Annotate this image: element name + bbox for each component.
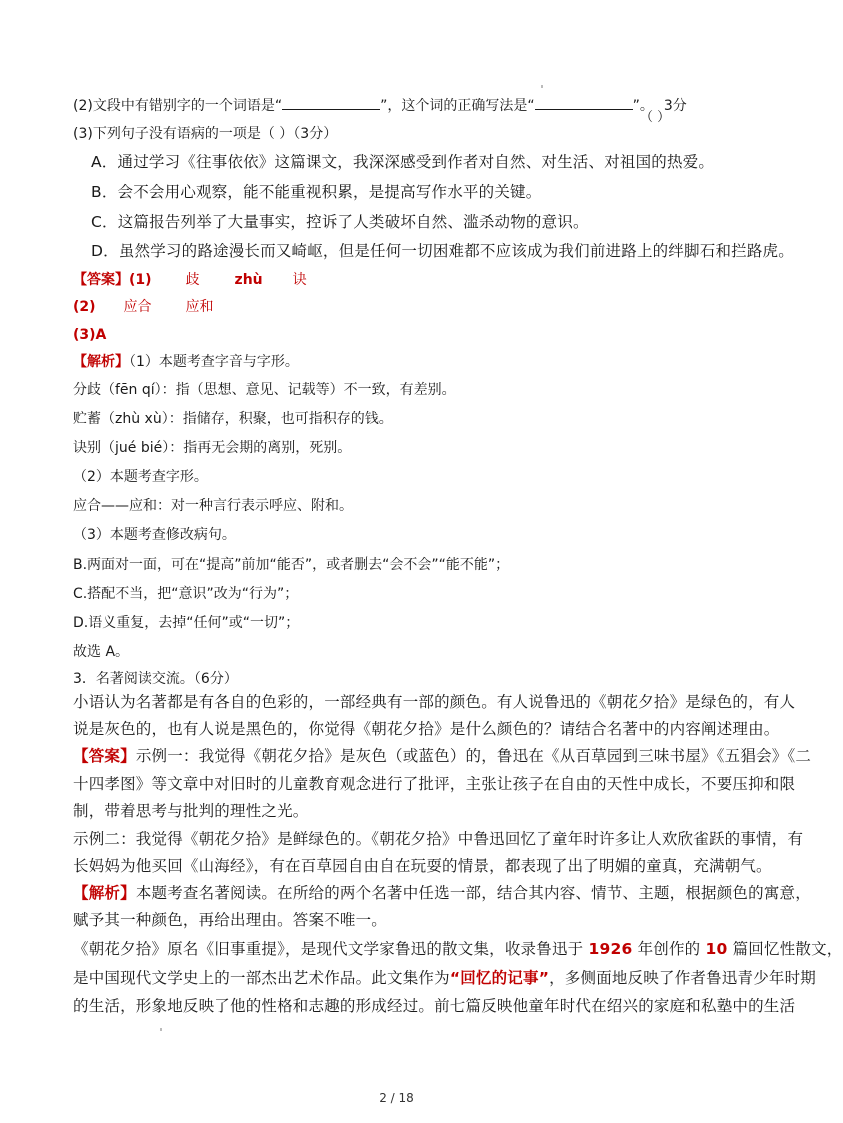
analysis-2-line: 《朝花夕拾》原名《旧事重提》，是现代文学家鲁迅的散文集，收录鲁迅于 1926 年创作的 10 篇回忆性散文， — [73, 940, 843, 958]
question-2-2: (2)文段中有错别字的一个词语是“ ”，这个词的正确写法是“ ”。 3分 — [73, 95, 687, 116]
answer-paren-2: （ ） — [640, 110, 671, 125]
option-d: D．虽然学习的路途漫长而又崎岖，但是任何一切困难都不应该成为我们前进路上的绊脚石和拦路虎。 — [91, 242, 794, 260]
answer-1-line-2: (2) 应合 应和 — [73, 299, 214, 315]
analysis-label: 【解析】 — [73, 354, 129, 370]
answer-2-line: 【答案】示例一：我觉得《朝花夕拾》是灰色（或蓝色）的，鲁迅在《从百草园到三味书屋》《五猖会》《二 — [73, 747, 812, 765]
analysis-1-line: D.语义重复，去掉“任何”或“一切”； — [73, 615, 300, 631]
question-3-title: 3．名著阅读交流。（6分） — [73, 671, 238, 687]
analysis-label: 【解析】 — [73, 884, 136, 902]
analysis-1-line: 分歧（fēn qí）：指（思想、意见、记载等）不一致，有差别。 — [73, 382, 456, 398]
analysis-2-line: 赋予其一种颜色，再给出理由。答案不唯一。 — [73, 911, 388, 929]
analysis-1-line: 故选 A。 — [73, 644, 130, 660]
analysis-2-line: 是中国现代文学史上的一部杰出艺术作品。此文集作为“回忆的记事”，多侧面地反映了作者鲁迅青少年时期 — [73, 969, 816, 987]
analysis-1-line: （3）本题考查修改病句。 — [73, 527, 236, 543]
analysis-1-line: C.搭配不当，把“意识”改为“行为”； — [73, 586, 299, 602]
page-number: 2 / 18 — [379, 1091, 414, 1105]
answer-2-line: 十四孝图》等文章中对旧时的儿童教育观念进行了批评，主张让孩子在自由的天性中成长，不要压抑和限 — [73, 775, 796, 793]
scan-speck — [541, 85, 543, 88]
option-b: B．会不会用心观察，能不能重视积累，是提高写作水平的关键。 — [91, 183, 542, 201]
answer-1-line-1: 【答案】(1) 歧 zhù 诀 — [73, 272, 307, 288]
analysis-1-intro: 【解析】（1）本题考查字音与字形。 — [73, 354, 299, 370]
question-2-3: (3)下列句子没有语病的一项是（ ）（3分） — [73, 126, 338, 142]
analysis-1-line: 贮蓄（zhù xù）：指储存，积聚，也可指积存的钱。 — [73, 411, 393, 427]
blank-correct-word[interactable] — [535, 95, 633, 110]
option-c: C．这篇报告列举了大量事实，控诉了人类破坏自然、滥杀动物的意识。 — [91, 213, 589, 231]
question-3-stem: 小语认为名著都是有各自的色彩的，一部经典有一部的颜色。有人说鲁迅的《朝花夕拾》是绿色的，有人 — [73, 693, 796, 711]
analysis-2-line: 的生活，形象地反映了他的性格和志趣的形成经过。前七篇反映他童年时代在绍兴的家庭和私塾中的生活 — [73, 997, 796, 1015]
option-a: A．通过学习《往事依依》这篇课文，我深深感受到作者对自然、对生活、对祖国的热爱。 — [91, 153, 715, 171]
answer-label: 【答案】 — [73, 272, 129, 288]
analysis-1-line: （2）本题考查字形。 — [73, 469, 208, 485]
answer-2-line: 示例二：我觉得《朝花夕拾》是鲜绿色的。《朝花夕拾》中鲁迅回忆了童年时许多让人欢欣雀跃的事情，有 — [73, 830, 804, 848]
score-label: 3分 — [663, 98, 687, 114]
blank-wrong-word[interactable] — [282, 95, 380, 110]
analysis-2-line: 【解析】本题考查名著阅读。在所给的两个名著中任选一部，结合其内容、情节、主题，根据颜色的寓意， — [73, 884, 811, 902]
answer-2-line: 长妈妈为他买回《山海经》，有在百草园自由自在玩耍的情景，都表现了出了明媚的童真，充满朝气。 — [73, 857, 772, 875]
analysis-1-line: B.两面对一面，可在“提高”前加“能否”，或者删去“会不会”“能不能”； — [73, 557, 510, 573]
analysis-1-line: 应合——应和：对一种言行表示呼应、附和。 — [73, 498, 353, 514]
scan-speck — [160, 1028, 162, 1031]
answer-label: 【答案】 — [73, 747, 136, 765]
answer-1-line-3: (3)A — [73, 327, 107, 343]
question-3-stem: 说是灰色的，也有人说是黑色的，你觉得《朝花夕拾》是什么颜色的？请结合名著中的内容阐述理由。 — [73, 720, 780, 738]
analysis-1-line: 诀别（jué bié）：指再无会期的离别，死别。 — [73, 440, 352, 456]
answer-2-line: 制，带着思考与批判的理性之光。 — [73, 802, 309, 820]
